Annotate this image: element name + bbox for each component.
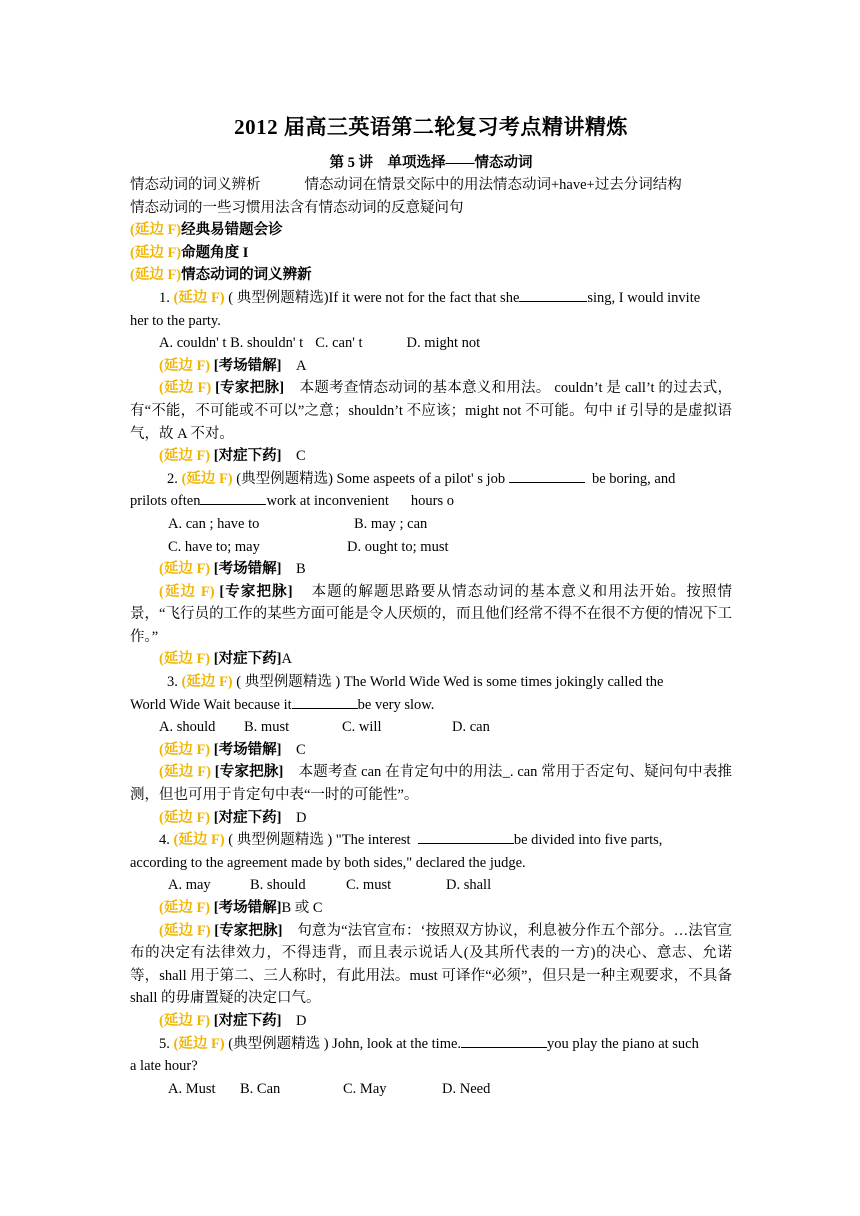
question-4-options: A. may B. should C. must D. shall <box>168 877 492 894</box>
question-1: 1. (延边 F) ( 典型例题精选)If it were not for the fact that she sing, I would invite <box>130 287 732 310</box>
q4-wrong-answer: (延边 F) [考场错解]B 或 C <box>159 900 323 916</box>
question-5: 5. (延边 F) (典型例题精选 ) John, look at the time. you play the piano at such <box>130 1033 732 1056</box>
question-3-cont: World Wide Wait because it be very slow. <box>130 694 732 717</box>
q1-wrong-answer: (延边 F) [考场错解] A <box>159 357 307 374</box>
q3-analysis: (延边 F) [专家把脉] 本题考查 can 在肯定句中的用法_. can 常用于否定句、疑问句中表推测，但也可用于肯定句中表“一时的可能性”。 <box>130 764 733 804</box>
question-2: 2. (延边 F) (典型例题精选) Some aspeets of a pilot' s job be boring, and <box>130 468 732 491</box>
q3-answer: (延边 F) [对症下药] D <box>159 809 307 826</box>
question-5-options: A. Must B. Can C. May D. Need <box>168 1080 491 1097</box>
answer-blank <box>509 468 585 483</box>
q2-analysis: (延边 F) [专家把脉] 本题的解题思路要从情态动词的基本意义和用法开始。按照情景，“飞行员的工作的某些方面可能是令人厌烦的，而且他们经常不得不在很不方便的情况下工作。” <box>130 583 733 645</box>
answer-blank <box>292 694 358 709</box>
question-2-options-row1: A. can ; have to B. may ; can <box>168 515 428 532</box>
section-heading-1: (延边 F)经典易错题会诊 <box>130 222 283 239</box>
question-3: 3. (延边 F) ( 典型例题精选 ) The World Wide Wed is some times jokingly called the <box>167 674 664 691</box>
toc-line-2: 情态动词的一些习惯用法含有情态动词的反意疑问句 <box>130 199 464 216</box>
q3-wrong-answer: (延边 F) [考场错解] C <box>159 741 306 758</box>
question-4-cont: according to the agreement made by both sides," declared the judge. <box>130 854 526 871</box>
section-heading-3: (延边 F)情态动词的词义辨新 <box>130 267 312 284</box>
lesson-subtitle: 第 5 讲 单项选择——情态动词 <box>329 155 533 171</box>
document-page <box>130 112 732 1100</box>
question-2-cont: prilots often work at inconvenient hours o <box>130 490 732 513</box>
answer-blank <box>200 490 266 505</box>
toc-item-meaning: 情态动词的词义辨析 <box>130 177 261 193</box>
answer-blank <box>418 829 514 844</box>
question-1-cont: her to the party. <box>130 312 221 329</box>
q1-analysis: (延边 F) [专家把脉] 本题考查情态动词的基本意义和用法。 couldn’t 是 call’t 的过去式，有“不能，不可能或不可以”之意；shouldn’t 不应该；might not 不可能。句中 if 引导的是虚拟语气，故 A 不对。 <box>130 380 732 442</box>
toc-line-1 <box>130 174 732 197</box>
q2-answer: (延边 F) [对症下药]A <box>159 651 292 668</box>
document-title: 2012 届高三英语第二轮复习考点精讲精炼 <box>234 115 628 139</box>
question-4: 4. (延边 F) ( 典型例题精选 ) "The interest be divided into five parts, <box>130 829 732 852</box>
q4-answer: (延边 F) [对症下药] D <box>159 1012 307 1029</box>
question-1-options: A. couldn' t B. shouldn' t C. can' t D. might not <box>159 335 481 352</box>
question-5-cont: a late hour? <box>130 1058 198 1075</box>
section-heading-2: (延边 F)命题角度 I <box>130 244 249 261</box>
q4-analysis: (延边 F) [专家把脉] 句意为“法官宣布：‘按照双方协议，利息被分作五个部分。…法官宣布的决定有法律效力，不得违背，而且表示说话人(及其所代表的一方)的决心、意志、允诺等，shall 用于第二、三人称时，有此用法。must 可译作“必须”，但只是一种主观要求，不具备 shall 的毋庸置疑的决定口气。 <box>130 922 733 1007</box>
q1-answer: (延边 F) [对症下药] C <box>159 448 306 465</box>
answer-blank <box>461 1033 547 1048</box>
question-3-options: A. should B. must C. will D. can <box>159 719 490 736</box>
answer-blank <box>519 287 587 302</box>
toc-item-usage: 情态动词在情景交际中的用法情态动词+have+过去分词结构 <box>304 177 682 193</box>
q2-wrong-answer: (延边 F) [考场错解] B <box>159 561 306 578</box>
question-2-options-row2: C. have to; may D. ought to; must <box>168 538 449 555</box>
